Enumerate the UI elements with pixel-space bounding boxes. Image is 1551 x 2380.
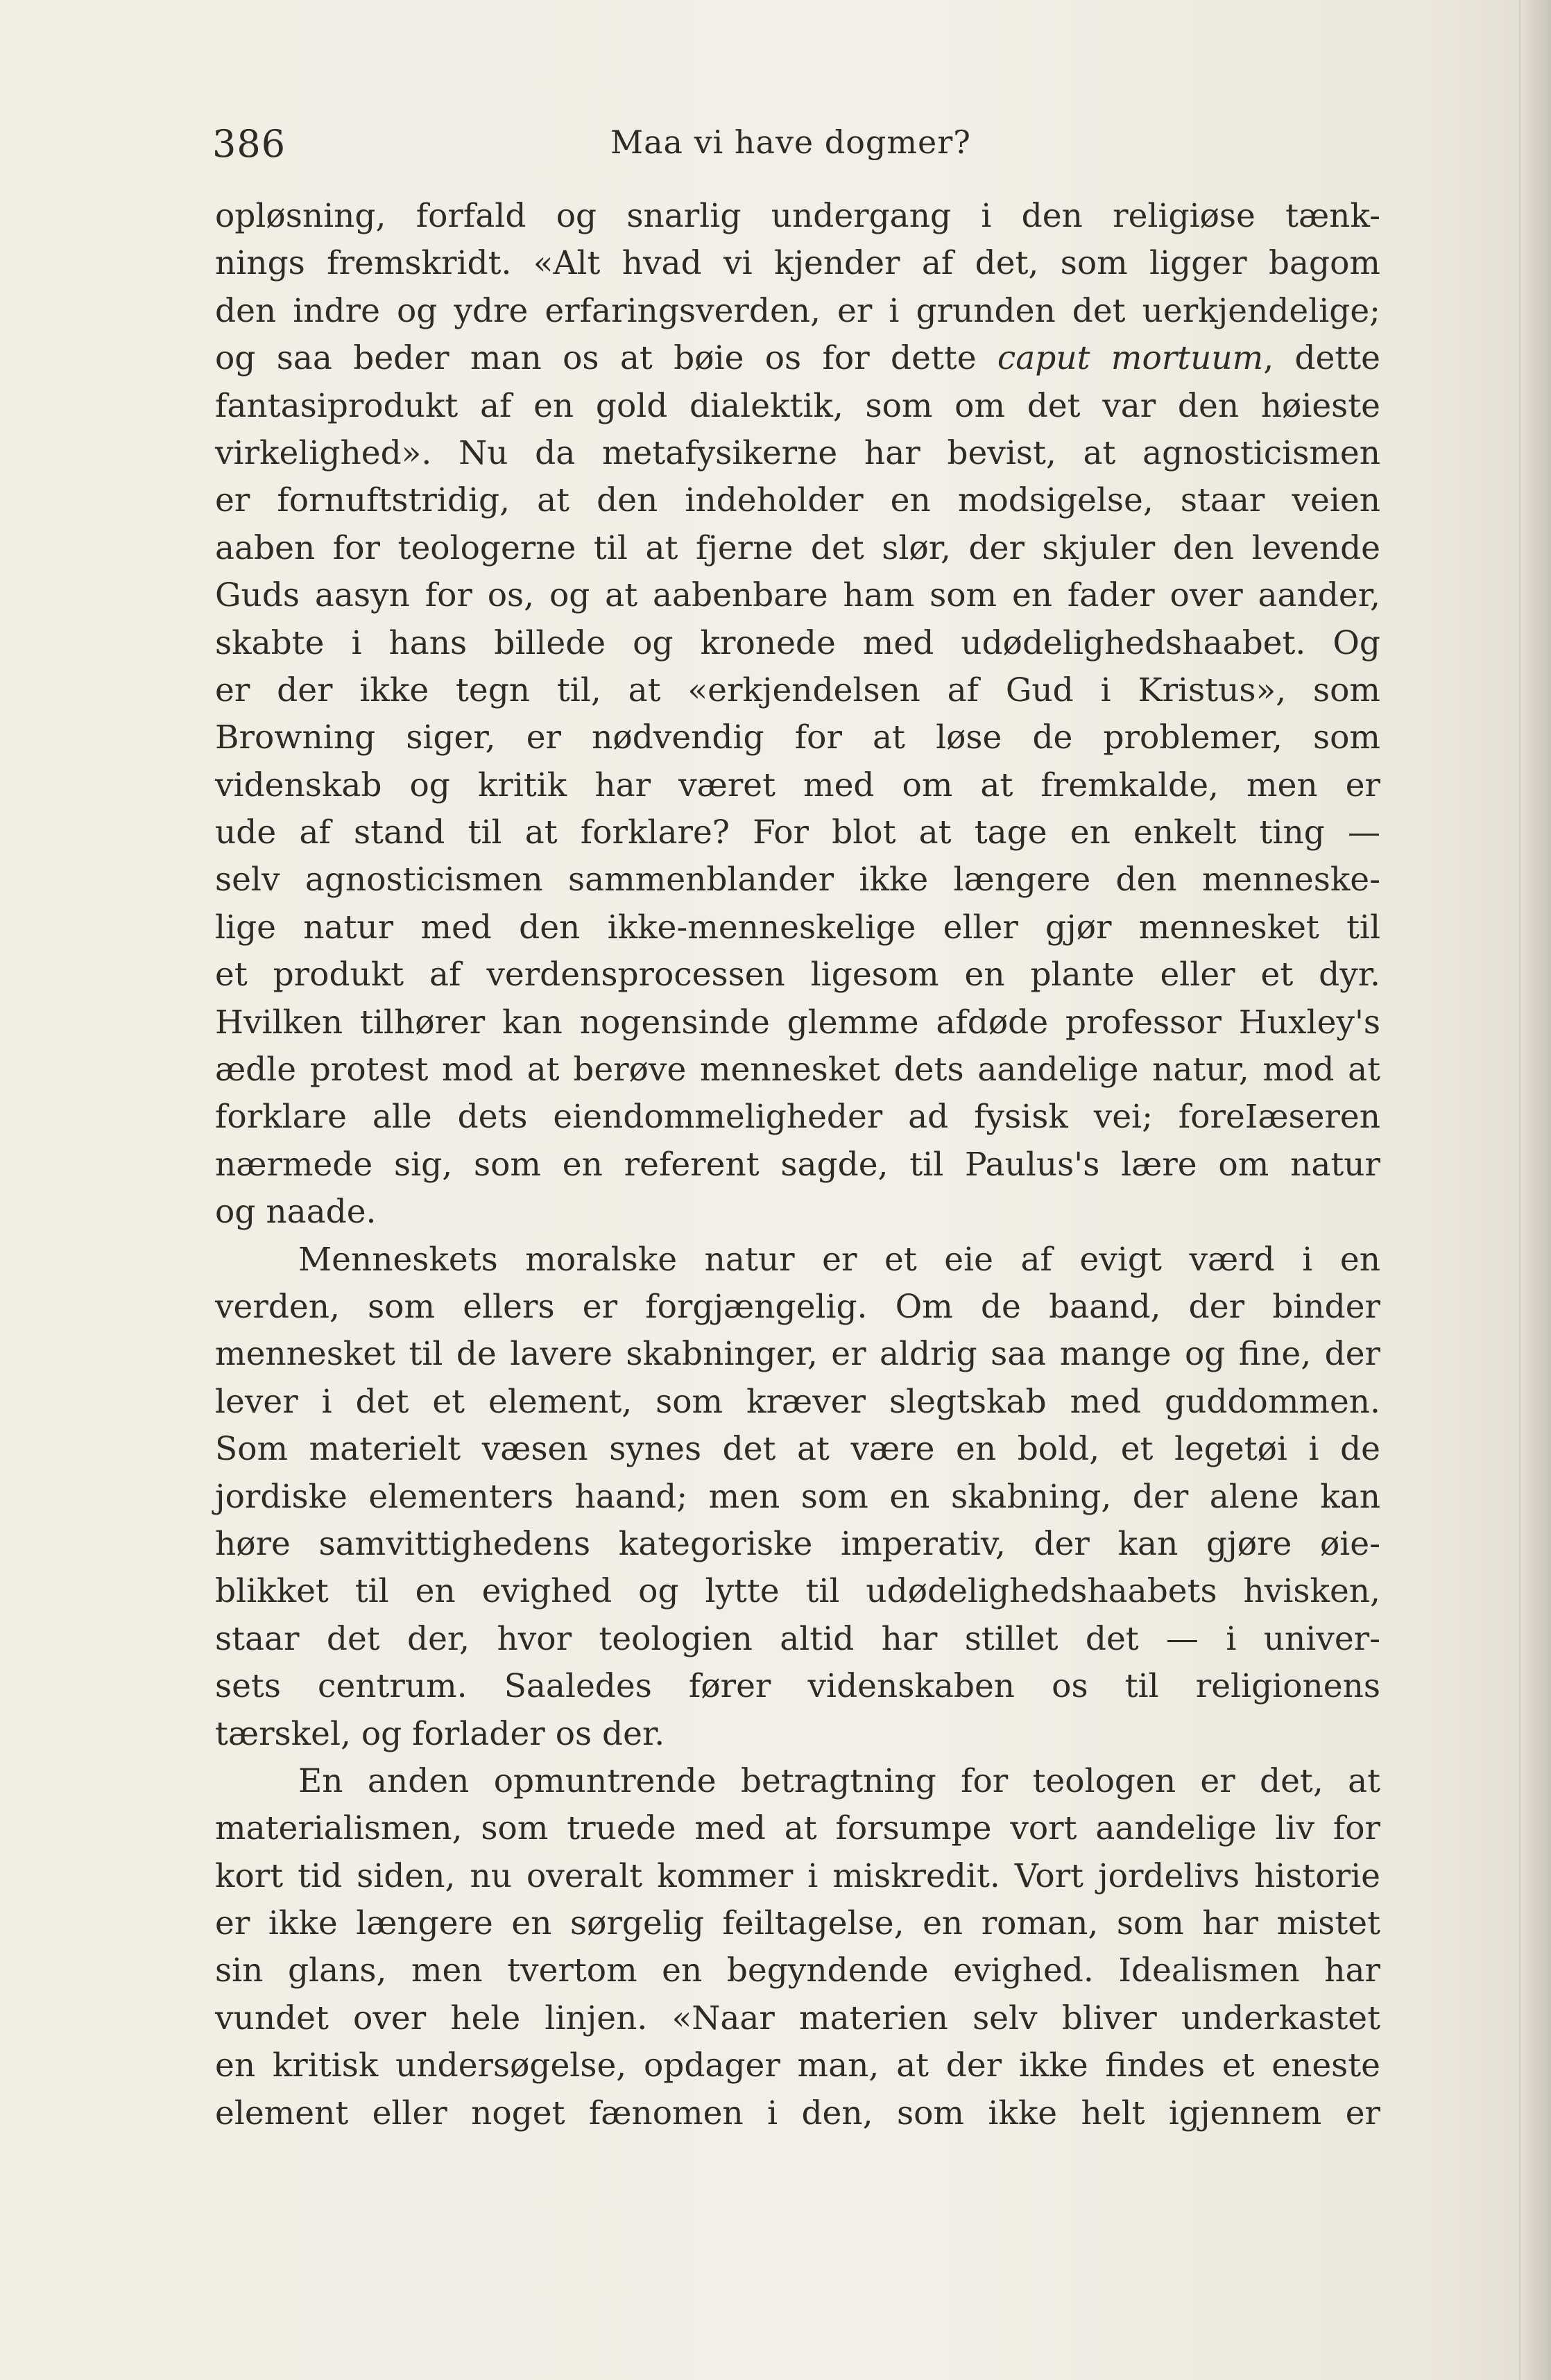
text-line: nings fremskridt. «Alt hvad vi kjender af det, som ligger bagom (215, 244, 1380, 283)
text-line: Som materielt væsen synes det at være en bold, et legetøi i de (215, 1430, 1380, 1469)
text-line: verden, som ellers er forgjængelig. Om de baand, der binder (215, 1287, 1380, 1326)
text-line: ude af stand til at forklare? For blot at tage en enkelt ting — (215, 813, 1380, 852)
text-line: aaben for teologerne til at fjerne det slør, der skjuler den levende (215, 528, 1380, 567)
italic-phrase: caput mortuum (997, 339, 1264, 378)
text-line: en kritisk undersøgelse, opdager man, at der ikke findes et eneste (215, 2046, 1380, 2085)
paragraph-start-line: En anden opmuntrende betragtning for teologen er det, at (298, 1761, 1380, 1800)
text-line: Hvilken tilhører kan nogensinde glemme afdøde professor Huxley's (215, 1003, 1380, 1042)
text-line: fantasiprodukt af en gold dialektik, som om det var den høieste (215, 386, 1380, 425)
text-line: skabte i hans billede og kronede med udødelighedshaabet. Og (215, 623, 1380, 662)
text-line: materialismen, som truede med at forsumpe vort aandelige liv for (215, 1809, 1380, 1848)
text-line: forklare alle dets eiendommeligheder ad fysisk vei; foreIæseren (215, 1098, 1380, 1137)
body-text (215, 193, 1380, 2137)
text-line: nærmede sig, som en referent sagde, til Paulus's lære om natur (215, 1145, 1380, 1184)
paragraph-start-line: Menneskets moralske natur er et eie af evigt værd i en (298, 1240, 1380, 1279)
text-line: kort tid siden, nu overalt kommer i miskredit. Vort jordelivs historie (215, 1856, 1380, 1895)
text-line: element eller noget fænomen i den, som ikke helt igjennem er (215, 2094, 1380, 2132)
text-line: et produkt af verdensprocessen ligesom en plante eller et dyr. (215, 956, 1380, 994)
text-line: mennesket til de lavere skabninger, er aldrig saa mange og fine, der (215, 1335, 1380, 1374)
text-line: lige natur med den ikke-menneskelige eller gjør mennesket til (215, 908, 1380, 947)
text-line: Browning siger, er nødvendig for at løse de problemer, som (215, 718, 1380, 757)
text-line: videnskab og kritik har været med om at fremkalde, men er (215, 766, 1380, 804)
text-line: sets centrum. Saaledes fører videnskaben os til religionens (215, 1667, 1380, 1706)
text-line: Guds aasyn for os, og at aabenbare ham som en fader over aander, (215, 576, 1380, 615)
text-line: er fornuftstridig, at den indeholder en modsigelse, staar veien (215, 481, 1380, 520)
page-number: 386 (212, 122, 286, 166)
page-edge (1519, 0, 1551, 2380)
text-fragment: , dette (1263, 339, 1380, 378)
text-line: staar det der, hvor teologien altid har stillet det — i univer- (215, 1619, 1380, 1658)
paragraph-end-line: tærskel, og forlader os der. (215, 1714, 665, 1753)
text-line-with-italic (215, 335, 1380, 382)
text-line: selv agnosticismen sammenblander ikke længere den menneske- (215, 861, 1380, 899)
text-line: er der ikke tegn til, at «erkjendelsen af Gud i Kristus», som (215, 671, 1380, 709)
text-line: sin glans, men tvertom en begyndende evighed. Idealismen har (215, 1951, 1380, 1990)
text-line: opløsning, forfald og snarlig undergang i den religiøse tænk- (215, 197, 1380, 235)
text-line: den indre og ydre erfaringsverden, er i grunden det uerkjendelige; (215, 291, 1380, 330)
text-fragment: og saa beder man os at bøie os for dette (215, 339, 997, 378)
text-line: høre samvittighedens kategoriske imperativ, der kan gjøre øie- (215, 1524, 1380, 1563)
text-line: ædle protest mod at berøve mennesket dets aandelige natur, mod at (215, 1051, 1380, 1089)
text-line: vundet over hele linjen. «Naar materien selv bliver underkastet (215, 1999, 1380, 2037)
paragraph-end-line: og naade. (215, 1193, 377, 1232)
text-line: lever i det et element, som kræver slegtskab med guddommen. (215, 1382, 1380, 1421)
text-line: virkelighed». Nu da metafysikerne har bevist, at agnosticismen (215, 433, 1380, 472)
text-line: er ikke længere en sørgelig feiltagelse, en roman, som har mistet (215, 1904, 1380, 1943)
text-line: blikket til en evighed og lytte til udødelighedshaabets hvisken, (215, 1572, 1380, 1611)
text-line: jordiske elementers haand; men som en skabning, der alene kan (215, 1477, 1380, 1516)
running-title: Maa vi have dogmer? (610, 123, 971, 161)
